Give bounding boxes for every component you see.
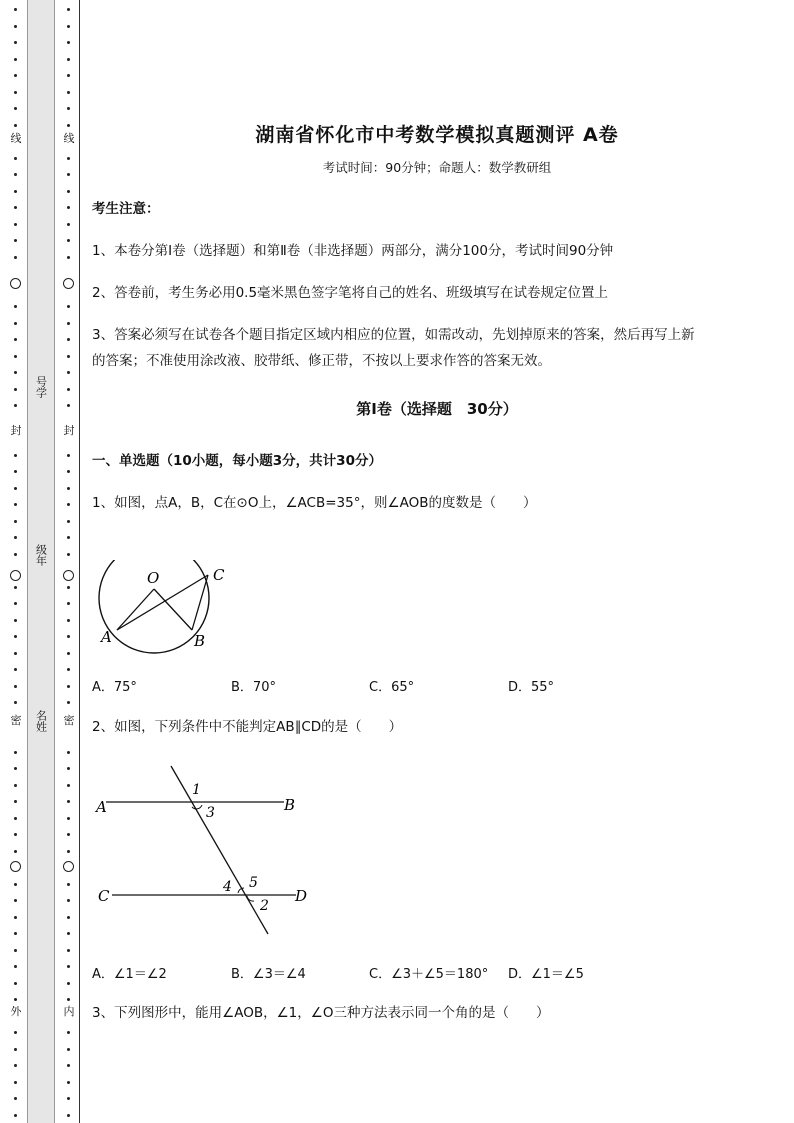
binding-dot [67, 157, 70, 160]
binding-dot [67, 404, 70, 407]
binding-dot [67, 685, 70, 688]
binding-dot [67, 998, 70, 1001]
binding-dot [14, 536, 17, 539]
binding-dot [14, 553, 17, 556]
binding-dot [67, 1114, 70, 1117]
binding-dot [14, 206, 17, 209]
label-c: C [213, 566, 225, 584]
binding-dot [67, 602, 70, 605]
circle-mark [63, 861, 74, 872]
binding-dot [14, 949, 17, 952]
binding-dot [14, 998, 17, 1001]
student-info-strip [27, 0, 55, 1123]
binding-dot [67, 784, 70, 787]
option-a[interactable]: A．∠1＝∠2 [92, 967, 167, 982]
binding-dot [67, 800, 70, 803]
binding-dot [14, 932, 17, 935]
binding-dot [67, 1031, 70, 1034]
binding-dot [67, 223, 70, 226]
binding-dot [67, 305, 70, 308]
binding-dot [67, 239, 70, 242]
student-id-label: 号学 [34, 376, 48, 398]
option-c[interactable]: C．∠3＋∠5＝180° [369, 967, 489, 982]
binding-dot [14, 817, 17, 820]
binding-dot [67, 190, 70, 193]
binding-dot [14, 833, 17, 836]
circle-mark [63, 278, 74, 289]
question-1-figure [92, 560, 252, 660]
binding-dot [67, 982, 70, 985]
option-d[interactable]: D．∠1＝∠5 [508, 967, 584, 982]
label-a: A [101, 628, 112, 646]
angle-3-label: 3 [206, 805, 215, 821]
binding-dot [67, 388, 70, 391]
binding-dot [67, 256, 70, 259]
label-a: A [96, 798, 107, 816]
binding-dot [67, 553, 70, 556]
label-b: B [194, 632, 206, 650]
part-heading: 一、单选题（10小题，每小题3分，共计30分） [92, 453, 382, 469]
section-title: 第I卷（选择题 30分） [356, 400, 518, 418]
binding-dot [14, 404, 17, 407]
binding-dot [14, 256, 17, 259]
binding-dot [14, 371, 17, 374]
binding-margin [0, 0, 88, 1123]
binding-dot [67, 586, 70, 589]
margin-char-mi: 密 [63, 714, 75, 727]
binding-dot [67, 751, 70, 754]
binding-dot [67, 470, 70, 473]
segment-ob [154, 589, 192, 630]
binding-dot [14, 701, 17, 704]
grade-label: 级年 [34, 544, 48, 566]
left-dot-column [9, 0, 23, 1123]
binding-dot [67, 41, 70, 44]
circle-mark [10, 278, 21, 289]
option-b[interactable]: B．70° [231, 680, 276, 695]
margin-char-mi: 密 [10, 714, 22, 727]
binding-dot [14, 965, 17, 968]
binding-dot [14, 1048, 17, 1051]
binding-dot [14, 487, 17, 490]
label-d: D [295, 887, 308, 905]
option-a[interactable]: A．75° [92, 680, 137, 695]
binding-dot [14, 470, 17, 473]
binding-dot [67, 206, 70, 209]
binding-dot [14, 239, 17, 242]
binding-dot [67, 652, 70, 655]
binding-dot [14, 58, 17, 61]
circle-mark [63, 570, 74, 581]
binding-dot [14, 8, 17, 11]
exam-title: 湖南省怀化市中考数学模拟真题测评 A卷 [255, 124, 619, 146]
binding-dot [67, 1097, 70, 1100]
binding-dot [67, 932, 70, 935]
option-b[interactable]: B．∠3＝∠4 [231, 967, 306, 982]
binding-dot [14, 1064, 17, 1067]
binding-dot [67, 371, 70, 374]
binding-dot [67, 965, 70, 968]
binding-dot [14, 850, 17, 853]
binding-dot [14, 74, 17, 77]
binding-dot [14, 223, 17, 226]
binding-dot [14, 157, 17, 160]
binding-dot [14, 520, 17, 523]
binding-dot [67, 833, 70, 836]
transversal [171, 766, 268, 934]
binding-dot [67, 355, 70, 358]
margin-char-feng: 封 [10, 424, 22, 437]
binding-dot [14, 800, 17, 803]
angle-2-label: 2 [260, 898, 269, 914]
margin-char-wai: 外 [10, 1005, 22, 1018]
binding-dot [14, 883, 17, 886]
question-1-stem: 1、如图，点A，B，C在⊙O上，∠ACB=35°，则∠AOB的度数是（ ） [92, 495, 537, 511]
binding-dot [14, 1081, 17, 1084]
binding-dot [14, 355, 17, 358]
binding-dot [14, 751, 17, 754]
label-o: O [147, 569, 160, 587]
label-c: C [98, 887, 110, 905]
binding-dot [67, 635, 70, 638]
binding-dot [14, 767, 17, 770]
binding-dot [67, 173, 70, 176]
binding-dot [67, 487, 70, 490]
notice-item-3-line-1: 3、答案必须写在试卷各个题目指定区域内相应的位置，如需改动，先划掉原来的答案，然后再写上新 [92, 327, 695, 343]
binding-dot [14, 41, 17, 44]
binding-dot [67, 899, 70, 902]
binding-dot [67, 701, 70, 704]
binding-dot [67, 850, 70, 853]
binding-dot [14, 916, 17, 919]
inner-dot-column [62, 0, 76, 1123]
binding-dot [14, 899, 17, 902]
question-2-stem: 2、如图，下列条件中不能判定AB∥CD的是（ ） [92, 719, 403, 735]
binding-dot [14, 388, 17, 391]
binding-dot [14, 25, 17, 28]
binding-dot [14, 124, 17, 127]
binding-dot [67, 25, 70, 28]
binding-dot [67, 74, 70, 77]
notice-item-3-line-2: 的答案；不准使用涂改液、胶带纸、修正带，不按以上要求作答的答案无效。 [92, 353, 551, 369]
binding-dot [14, 619, 17, 622]
binding-line [79, 0, 80, 1123]
binding-dot [67, 503, 70, 506]
binding-dot [67, 322, 70, 325]
binding-dot [67, 916, 70, 919]
binding-dot [67, 767, 70, 770]
binding-dot [67, 454, 70, 457]
binding-dot [14, 635, 17, 638]
binding-dot [67, 883, 70, 886]
margin-char-feng: 封 [63, 424, 75, 437]
binding-dot [14, 1114, 17, 1117]
margin-char-xian: 线 [63, 132, 75, 145]
notice-heading: 考生注意： [92, 201, 160, 217]
binding-dot [14, 322, 17, 325]
question-3-stem: 3、下列图形中，能用∠AOB，∠1，∠O三种方法表示同一个角的是（ ） [92, 1005, 550, 1021]
question-1-options [92, 676, 652, 700]
binding-dot [14, 107, 17, 110]
question-2-figure [92, 760, 322, 940]
circle-mark [10, 861, 21, 872]
binding-dot [67, 107, 70, 110]
binding-dot [67, 949, 70, 952]
notice-item-2: 2、答卷前，考生务必用0.5毫米黑色签字笔将自己的姓名、班级填写在试卷规定位置上 [92, 285, 609, 301]
binding-dot [14, 784, 17, 787]
binding-dot [14, 91, 17, 94]
binding-dot [67, 536, 70, 539]
name-label: 名姓 [34, 710, 48, 732]
exam-subtitle: 考试时间：90分钟；命题人：数学教研组 [322, 160, 552, 175]
circle-mark [10, 570, 21, 581]
angle-5-label: 5 [249, 875, 258, 891]
binding-dot [14, 586, 17, 589]
binding-dot [67, 91, 70, 94]
binding-dot [14, 1097, 17, 1100]
binding-dot [67, 817, 70, 820]
binding-dot [67, 1064, 70, 1067]
binding-dot [67, 338, 70, 341]
binding-dot [14, 190, 17, 193]
binding-dot [67, 1081, 70, 1084]
binding-dot [14, 652, 17, 655]
binding-dot [67, 619, 70, 622]
binding-dot [67, 124, 70, 127]
margin-char-nei: 内 [63, 1005, 75, 1018]
option-c[interactable]: C．65° [369, 680, 415, 695]
binding-dot [14, 668, 17, 671]
binding-dot [67, 8, 70, 11]
binding-dot [14, 602, 17, 605]
binding-dot [14, 685, 17, 688]
binding-dot [14, 503, 17, 506]
binding-dot [14, 454, 17, 457]
binding-dot [14, 338, 17, 341]
angle-1-label: 1 [192, 782, 201, 798]
option-d[interactable]: D．55° [508, 680, 555, 695]
segment-ao [117, 589, 154, 630]
binding-dot [67, 1048, 70, 1051]
margin-char-xian: 线 [10, 132, 22, 145]
binding-dot [67, 520, 70, 523]
angle-4-label: 4 [223, 879, 232, 895]
question-2-options [92, 963, 652, 987]
notice-item-1: 1、本卷分第I卷（选择题）和第Ⅱ卷（非选择题）两部分，满分100分，考试时间90分钟 [92, 243, 614, 259]
binding-dot [14, 982, 17, 985]
label-b: B [284, 796, 296, 814]
binding-dot [67, 668, 70, 671]
binding-dot [14, 1031, 17, 1034]
binding-dot [14, 305, 17, 308]
binding-dot [67, 58, 70, 61]
binding-dot [14, 173, 17, 176]
